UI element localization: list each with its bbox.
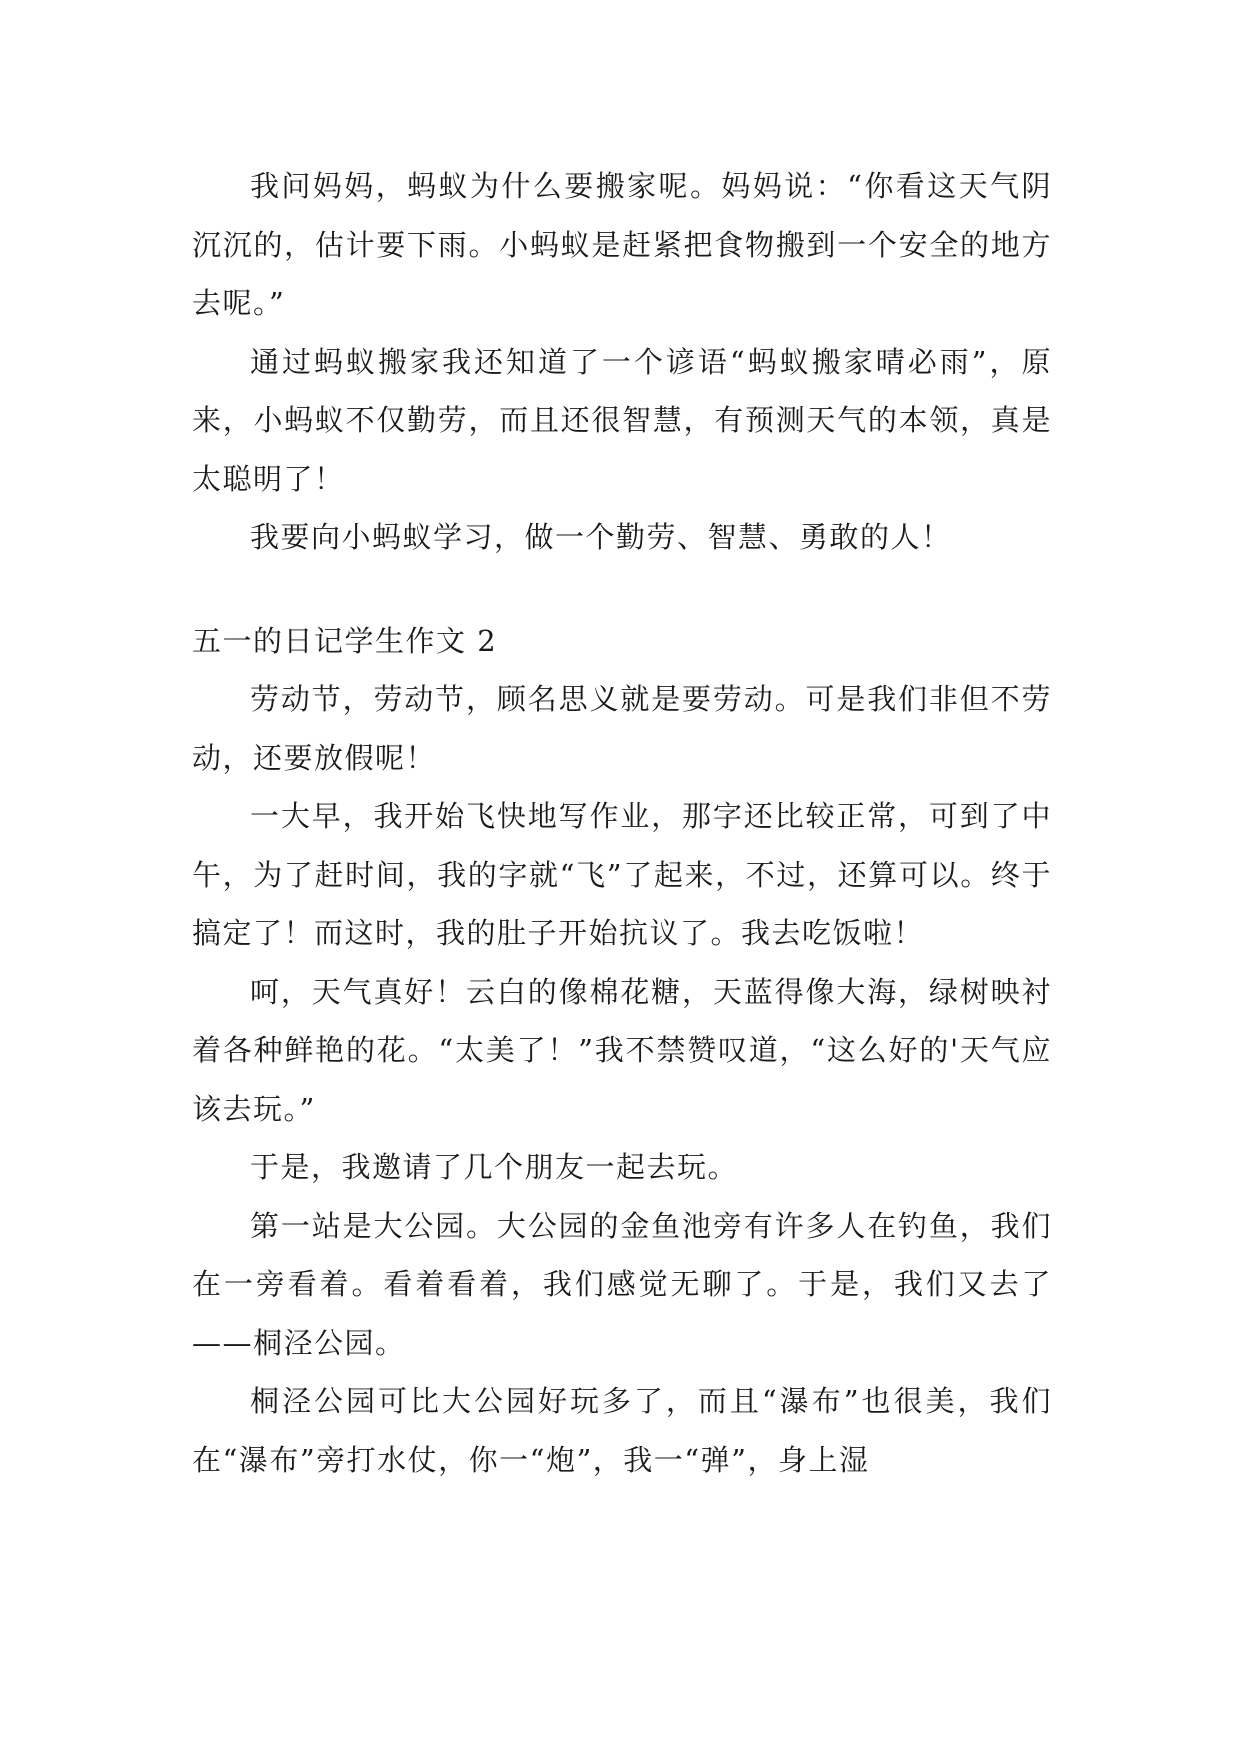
paragraph: 于是，我邀请了几个朋友一起去玩。: [250, 1150, 739, 1184]
paragraph: 通过蚂蚁搬家我还知道了一个谚语“蚂蚁搬家晴必雨”，原来，小蚂蚁不仅勤劳，而且还很智慧，有预测天气的本领，真是太聪明了！: [192, 344, 1052, 496]
paragraph: 一大早，我开始飞快地写作业，那字还比较正常，可到了中午，为了赶时间，我的字就“飞”了起来，不过，还算可以。终于搞定了！而这时，我的肚子开始抗议了。我去吃饭啦！: [192, 799, 1052, 950]
paragraph: 呵，天气真好！云白的像棉花糖，天蓝得像大海，绿树映衬着各种鲜艳的花。“太美了！”我不禁赞叹道，“这么好的'天气应该去玩。”: [192, 974, 1052, 1126]
document-page: [192, 157, 1052, 1489]
section-title: 五一的日记学生作文 2: [192, 623, 498, 658]
paragraph: 第一站是大公园。大公园的金鱼池旁有许多人在钓鱼，我们在一旁看着。看着看着，我们感觉无聊了。于是，我们又去了——桐泾公园。: [192, 1208, 1052, 1360]
paragraph: 我要向小蚂蚁学习，做一个勤劳、智慧、勇敢的人！: [250, 520, 952, 554]
paragraph: 劳动节，劳动节，顾名思义就是要劳动。可是我们非但不劳动，还要放假呢！: [192, 682, 1052, 775]
paragraph: 桐泾公园可比大公园好玩多了，而且“瀑布”也很美，我们在“瀑布”旁打水仗，你一“炮”，我一“弹”，身上湿: [192, 1384, 1052, 1477]
paragraph: 我问妈妈，蚂蚁为什么要搬家呢。妈妈说：“你看这天气阴沉沉的，估计要下雨。小蚂蚁是赶紧把食物搬到一个安全的地方去呢。”: [192, 169, 1052, 320]
